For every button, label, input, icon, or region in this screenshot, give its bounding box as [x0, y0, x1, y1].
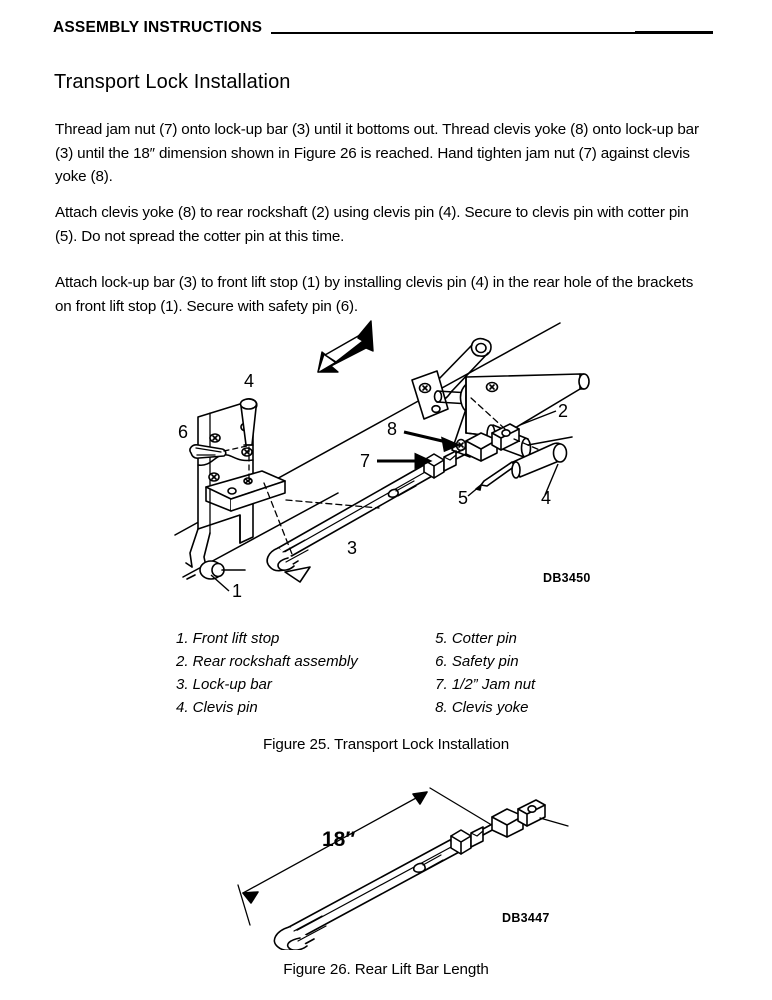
- legend-item-5: 5. Cotter pin: [435, 630, 517, 647]
- drawing-id-figure-25: DB3450: [543, 571, 591, 585]
- clevis-yoke-figure-26: [492, 800, 568, 837]
- header-rule: [271, 32, 713, 34]
- instruction-paragraph-3: Attach lock-up bar (3) to front lift stop (1) by installing clevis pin (4) in the rear hole of the brackets on front lift stop (1). Secure with safety pin (6).: [55, 274, 694, 315]
- dimension-label-18-inch: 18″: [322, 828, 356, 851]
- drawing-id-figure-26: DB3447: [502, 911, 550, 925]
- legend-item-6: 6. Safety pin: [435, 653, 519, 670]
- callout-7: 7: [360, 451, 371, 471]
- instruction-paragraph-2: Attach clevis yoke (8) to rear rockshaft (2) using clevis pin (4). Secure to clevis pin with cotter pin (5). Do not spread the cotter pin at this time.: [55, 204, 689, 245]
- callout-1: 1: [232, 581, 243, 601]
- section-heading: Transport Lock Installation: [54, 71, 291, 94]
- parts-legend-column-right: [435, 627, 596, 719]
- figure-25-caption: Figure 25. Transport Lock Installation: [262, 736, 510, 753]
- jam-nut-figure-26: [451, 822, 496, 854]
- legend-item-8: 8. Clevis yoke: [435, 699, 529, 716]
- callout-3: 3: [347, 538, 358, 558]
- legend-item-2: 2. Rear rockshaft assembly: [176, 653, 358, 670]
- callout-5: 5: [458, 488, 469, 508]
- lock-up-bar: [264, 465, 434, 582]
- rear-lift-bar-length-drawing: [0, 780, 772, 950]
- figure-26-caption: Figure 26. Rear Lift Bar Length: [283, 961, 489, 978]
- transport-lock-assembly-drawing: [0, 305, 772, 605]
- legend-item-3: 3. Lock-up bar: [176, 676, 272, 693]
- instruction-paragraph-1: Thread jam nut (7) onto lock-up bar (3) until it bottoms out. Thread clevis yoke (8) onto lock-up bar (3) until the 18″ dimension shown in Figure 26 is reached. Hand tighten jam nut (7) against clevis yoke (8).: [55, 121, 699, 186]
- figure-25-illustration: [0, 305, 772, 605]
- callout-8: 8: [387, 419, 398, 439]
- figure-26-illustration: [0, 780, 772, 950]
- cotter-pin: [476, 462, 515, 490]
- lock-up-bar-figure-26: [274, 840, 461, 950]
- callout-2: 2: [558, 401, 569, 421]
- page-header: [53, 17, 713, 39]
- direction-arrow-icon: [318, 321, 373, 372]
- callout-4-top: 4: [244, 371, 255, 391]
- legend-item-4: 4. Clevis pin: [176, 699, 258, 716]
- header-title: ASSEMBLY INSTRUCTIONS: [53, 19, 263, 37]
- callout-4-right: 4: [541, 488, 552, 508]
- dimension-line: [238, 788, 495, 925]
- parts-legend-column-left: [176, 627, 435, 719]
- parts-legend: [176, 627, 596, 719]
- legend-item-7: 7. 1/2” Jam nut: [435, 676, 536, 693]
- legend-item-1: 1. Front lift stop: [176, 630, 280, 647]
- callout-6: 6: [178, 422, 189, 442]
